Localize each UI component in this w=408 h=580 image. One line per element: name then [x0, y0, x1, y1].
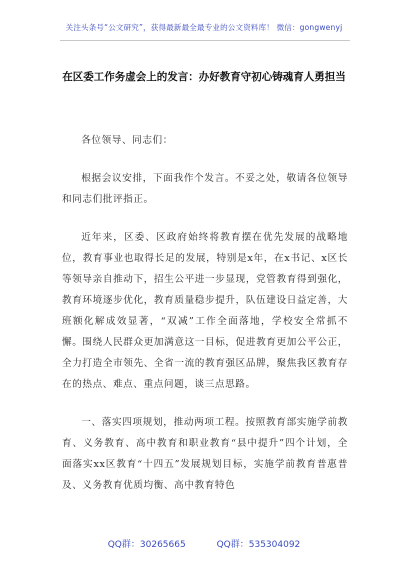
footer-contacts [0, 537, 408, 550]
header-divider [60, 40, 350, 41]
background-paragraph: 近年来，区委、区政府始终将教育摆在优先发展的战略地位，教育事业也取得长足的发展，特别是x年，在x书记、x区长等领导亲自推动下，招生公平进一步显现，党管教育得到强化，教育环境逐步优化，教育质量稳步提升，队伍建设日益定善，大班额化解成效显著，“双减”工作全面落地，学校安全常抓不懈。围绕人民群众更加满意这一目标，促进教育更加公平公正，全力打造全市领先、全省一流的教育强区品牌，聚焦我区教育存在的热点、难点、重点问题，谈三点思路。 [62, 232, 348, 390]
intro-paragraph: 根据会议安排，下面我作个发言。不妥之处，敬请各位领导和同志们批评指正。 [62, 173, 348, 205]
header-banner: 关注头条号“公文研究”，获得最新最全最专业的公文资料库！ 微信：gongwenyj [65, 23, 343, 32]
salutation-paragraph: 各位领导、同志们： [81, 135, 173, 146]
section-one-paragraph: 一、落实四项规划，推动两项工程。按照教育部实施学前教育、义务教育、高中教育和职业教育“县中提升”四个计划，全面落实xx区教育“十四五”发展规划目标，实施学前教育普惠普及、义务教育优质均衡、高中教育特色 [62, 417, 348, 491]
document-title: 在区委工作务虚会上的发言：办好教育守初心铸魂育人勇担当 [62, 71, 346, 83]
document-body [62, 130, 348, 513]
footer-qq-group-1: QQ群：30265665 [107, 540, 186, 550]
footer-qq-group-2: QQ群：535304092 [216, 540, 301, 550]
